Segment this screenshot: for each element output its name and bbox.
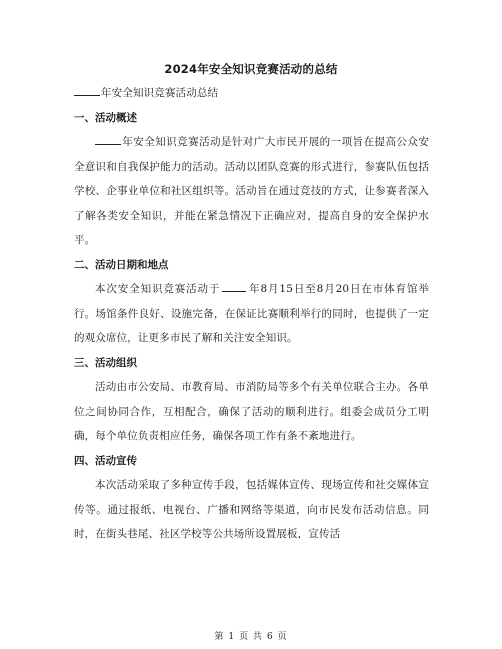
section-heading-date-location: 二、活动日期和地点 — [74, 258, 169, 271]
section-paragraph-organization: 活动由市公安局、市教育局、市消防局等多个有关单位联合主办。各单位之间协同合作，互相配合，确保了活动的顺利进行。组委会成员分工明确，每个单位负责相应任务，确保各项工作有条不紊地进行。 — [74, 381, 429, 442]
section-heading-organization: 三、活动组织 — [74, 356, 137, 369]
subtitle-line — [74, 81, 429, 106]
section-paragraph-publicity: 本次活动采取了多种宣传手段，包括媒体宣传、现场宣传和社交媒体宣传等。通过报纸、电视台、广播和网络等渠道，向市民发布活动信息。同时，在街头巷尾、社区学校等公共场所设置展板，宣传活 — [74, 479, 429, 540]
document-title: 2024年安全知识竞赛活动的总结 — [164, 62, 338, 76]
section-heading-overview: 一、活动概述 — [74, 111, 137, 124]
section-heading-publicity: 四、活动宣传 — [74, 454, 137, 467]
footer-mid: 页 共 — [239, 632, 263, 642]
year-blank — [74, 86, 100, 96]
date-text-after: 年8月15日至8月20日在市体育馆举行。场馆条件良好、设施完备，在保证比赛顺利举行的同时，也提供了一定的观众席位，让更多市民了解和关注安全知识。 — [74, 283, 429, 344]
year-blank — [222, 282, 246, 292]
section-paragraph-date-location — [74, 277, 429, 351]
subtitle-text: 年安全知识竞赛活动总结 — [101, 87, 219, 99]
page-footer — [0, 631, 502, 643]
year-blank — [95, 135, 121, 145]
overview-text: 年安全知识竞赛活动是针对广大市民开展的一项旨在提高公众安全意识和自我保护能力的活动。活动以团队竞赛的形式进行，参赛队伍包括学校、企事业单位和社区组织等。活动旨在通过竞技的方式，让参赛者深入了解各类安全知识，并能在紧急情况下正确应对，提高自身的安全保护水平。 — [74, 136, 429, 246]
date-text-before: 本次安全知识竞赛活动于 — [95, 283, 221, 295]
document-body — [74, 81, 429, 547]
footer-prefix: 第 — [214, 632, 225, 642]
page-number: 1 — [228, 632, 236, 642]
page-total: 6 — [266, 632, 274, 642]
section-paragraph-overview — [74, 130, 429, 253]
footer-suffix: 页 — [277, 632, 288, 642]
